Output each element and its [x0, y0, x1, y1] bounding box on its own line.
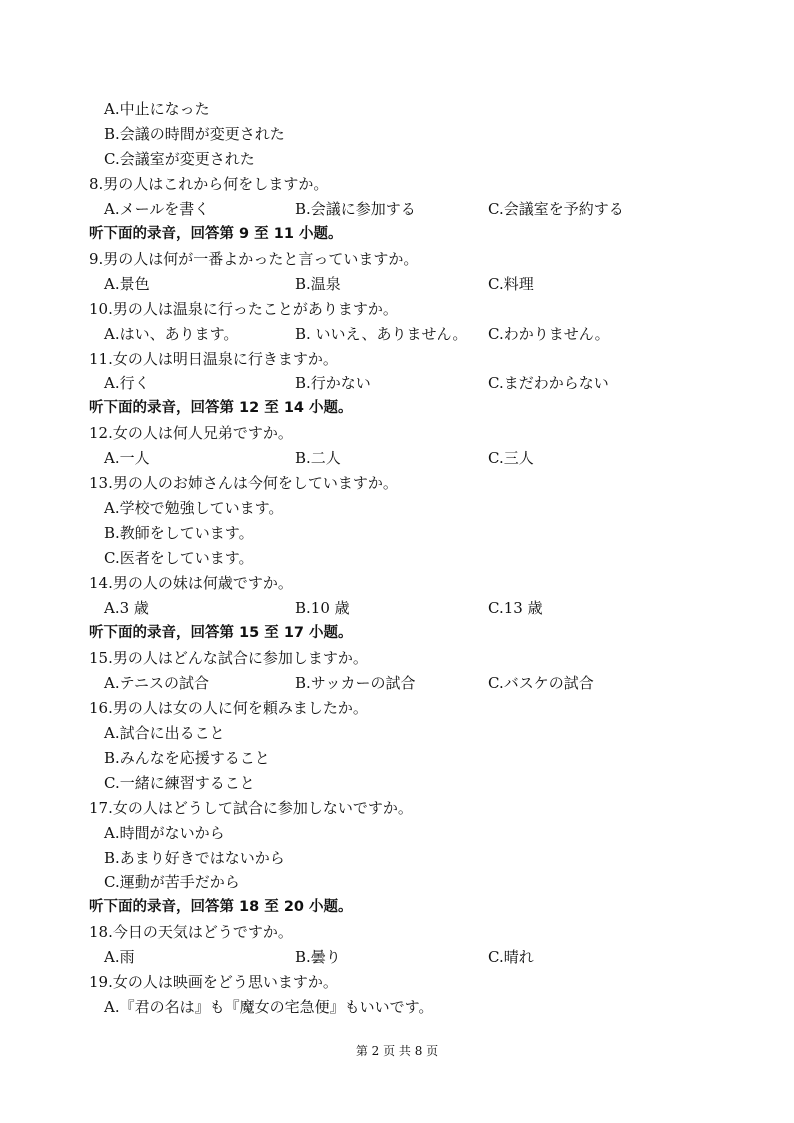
option-a: B.あまり好きではないから [104, 848, 285, 867]
option-row [0, 870, 794, 895]
option-c: C.料理 [488, 274, 534, 293]
option-b: B.曇り [295, 948, 341, 967]
option-row [0, 596, 794, 621]
option-row [0, 322, 794, 347]
option-a: A.学校で勉強しています。 [104, 499, 284, 518]
option-row [0, 771, 794, 796]
option-a: A.時間がないから [104, 823, 225, 842]
option-row [0, 746, 794, 771]
option-a: A.『君の名は』も『魔女の宅急便』もいいです。 [104, 998, 434, 1017]
option-c: C.バスケの試合 [488, 673, 594, 692]
option-b: B.10 歳 [295, 599, 350, 617]
option-row [0, 197, 794, 222]
question-text: 17.女の人はどうして試合に参加しないですか。 [89, 798, 413, 817]
option-row [0, 945, 794, 970]
option-b: B.温泉 [295, 274, 341, 293]
option-row [0, 371, 794, 396]
option-a: A.一人 [104, 449, 150, 468]
option-b: B.行かない [295, 374, 371, 393]
question-text: 9.男の人は何が一番よかったと言っていますか。 [89, 249, 419, 268]
option-a: A.景色 [104, 274, 150, 293]
question-text: 18.今日の天気はどうですか。 [89, 923, 293, 942]
option-a: B.教師をしています。 [104, 524, 254, 543]
option-b: B.サッカーの試合 [295, 673, 416, 692]
option-c: C.わかりません。 [488, 324, 610, 343]
option-a: A.行く [104, 374, 150, 393]
option-row [0, 97, 794, 122]
section-instruction: 听下面的录音，回答第 18 至 20 小题。 [89, 899, 353, 916]
option-a: C.一緒に練習すること [104, 773, 255, 792]
option-a: A.中止になった [104, 100, 210, 118]
option-row [0, 546, 794, 571]
option-a: A.3 歳 [104, 599, 149, 617]
question-text: 14.男の人の妹は何歳ですか。 [89, 574, 293, 593]
section-instruction: 听下面的录音，回答第 12 至 14 小题。 [89, 400, 353, 417]
option-b: B.会議に参加する [295, 199, 416, 218]
option-c: C.まだわからない [488, 374, 609, 393]
option-row [0, 721, 794, 746]
option-a: C.会議室が変更された [104, 149, 255, 168]
option-a: A.試合に出ること [104, 723, 225, 742]
option-row [0, 122, 794, 147]
section-instruction: 听下面的录音，回答第 15 至 17 小题。 [89, 624, 353, 641]
option-a: A.雨 [104, 948, 135, 967]
option-row [0, 272, 794, 297]
option-row [0, 671, 794, 696]
question-text: 13.男の人のお姉さんは今何をしていますか。 [89, 474, 398, 493]
option-row [0, 995, 794, 1020]
question-text: 10.男の人は温泉に行ったことがありますか。 [89, 299, 398, 318]
option-a: A.テニスの試合 [104, 673, 210, 692]
option-c: C.三人 [488, 449, 534, 468]
option-row [0, 147, 794, 172]
question-text: 15.男の人はどんな試合に参加しますか。 [89, 648, 368, 667]
section-instruction: 听下面的录音，回答第 9 至 11 小题。 [89, 225, 343, 242]
option-a: C.運動が苦手だから [104, 873, 240, 892]
page-footer: 第 2 页 共 8 页 [355, 1044, 439, 1058]
option-a: B.会議の時間が変更された [104, 124, 285, 143]
option-row [0, 846, 794, 871]
option-c: C.晴れ [488, 948, 534, 967]
option-b: B.二人 [295, 449, 341, 468]
option-c: C.13 歳 [488, 599, 543, 617]
option-row [0, 446, 794, 471]
option-c: C.会議室を予約する [488, 199, 624, 218]
option-b: B. いいえ、ありません。 [295, 324, 468, 343]
question-text: 11.女の人は明日温泉に行きますか。 [89, 349, 338, 368]
question-text: 12.女の人は何人兄弟ですか。 [89, 424, 293, 443]
option-a: B.みんなを応援すること [104, 748, 270, 767]
question-text: 8.男の人はこれから何をしますか。 [89, 174, 329, 193]
option-a: A.はい、あります。 [104, 324, 239, 343]
option-a: A.メールを書く [104, 199, 210, 218]
question-text: 16.男の人は女の人に何を頼みましたか。 [89, 698, 368, 717]
option-row [0, 521, 794, 546]
option-row [0, 496, 794, 521]
question-text: 19.女の人は映画をどう思いますか。 [89, 973, 338, 992]
option-a: C.医者をしています。 [104, 549, 254, 568]
option-row [0, 821, 794, 846]
